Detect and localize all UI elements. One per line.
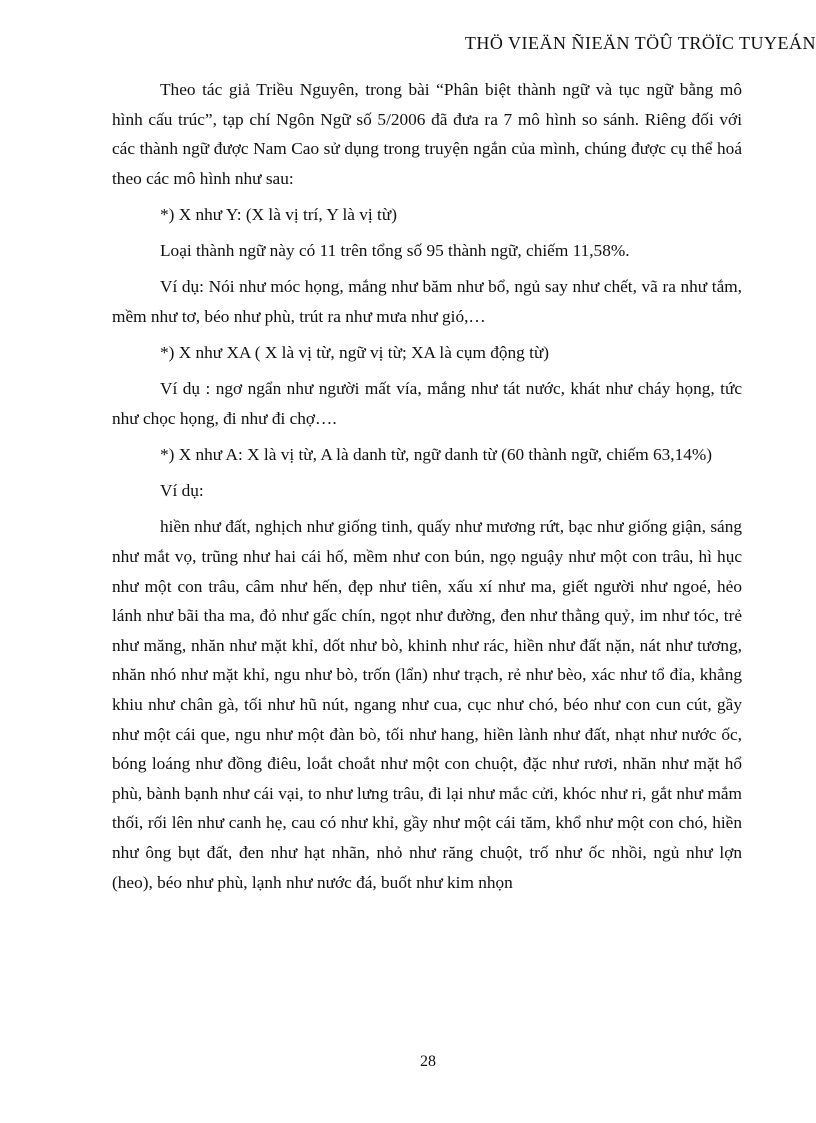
page-header: THÖ VIEÄN ÑIEÄN TÖÛ TRÖÏC TUYEÁN — [464, 33, 816, 53]
paragraph: hiền như đất, nghịch như giống tinh, quấy như mương rứt, bạc như giống giận, sáng như mắt vọ, trũng như hai cái hố, mềm như con bún, ngọ nguậy như một con trâu, hì hục như một con trâu, câm như hến, đẹp như tiên, xấu xí như ma, giết người như ngoé, hẻo lánh như bãi tha ma, đỏ như gấc chín, ngọt như đường, đen như thằng quỷ, im như tóc, trẻ như măng, nhăn như mặt khỉ, dốt như bò, khinh như rác, hiền như đất nặn, nát như tương, nhăn nhó như mặt khỉ, ngu như bò, trốn (lẩn) như trạch, rẻ như bèo, xác như tổ đỉa, khẳng khiu như chân gà, tối như hũ nút, ngang như cua, cục như chó, béo như con cun cút, gầy như một cái que, ngu như một đàn bò, tối như hang, hiền lành như đất, nhạt như nước ốc, bóng loáng như đồng điêu, loắt choắt như một con chuột, đặc như rươi, nhăn như mặt hổ phù, bành bạnh như cái vại, to như lưng trâu, đi lại như mắc cửi, khóc như ri, gắt như mắm thối, rối lên như canh hẹ, cau có như khỉ, gầy như một cái tăm, khổ như một con chó, hiền như ông bụt đất, đen như hạt nhãn, nhỏ như răng chuột, trố như ốc nhồi, ngủ như lợn (heo), béo như phù, lạnh như nước đá, buốt như kim nhọn — [112, 517, 742, 892]
document-body — [112, 75, 742, 904]
page-number: 28 — [420, 1053, 436, 1070]
paragraph: Ví dụ: — [160, 481, 204, 501]
paragraph: Loại thành ngữ này có 11 trên tổng số 95 thành ngữ, chiếm 11,58%. — [160, 241, 630, 261]
paragraph: *) X như A: X là vị từ, A là danh từ, ngữ danh từ (60 thành ngữ, chiếm 63,14%) — [160, 445, 713, 465]
paragraph: Theo tác giả Triều Nguyên, trong bài “Phân biệt thành ngữ và tục ngữ bằng mô hình cấu trúc”, tạp chí Ngôn Ngữ số 5/2006 đã đưa ra 7 mô hình so sánh. Riêng đối với các thành ngữ được Nam Cao sử dụng trong truyện ngắn của mình, chúng được cụ thể hoá theo các mô hình như sau: — [112, 80, 742, 188]
paragraph: Ví dụ: Nói như móc họng, mắng như băm như bổ, ngủ say như chết, vã ra như tắm, mềm như tơ, béo như phù, trút ra như mưa như gió,… — [112, 277, 742, 326]
paragraph: *) X như XA ( X là vị từ, ngữ vị từ; XA là cụm động từ) — [160, 343, 550, 363]
paragraph: Ví dụ : ngơ ngẩn như người mất vía, mắng như tát nước, khát như cháy họng, tức như chọc họng, đi như đi chợ…. — [112, 379, 742, 428]
paragraph: *) X như Y: (X là vị trí, Y là vị từ) — [160, 204, 397, 224]
